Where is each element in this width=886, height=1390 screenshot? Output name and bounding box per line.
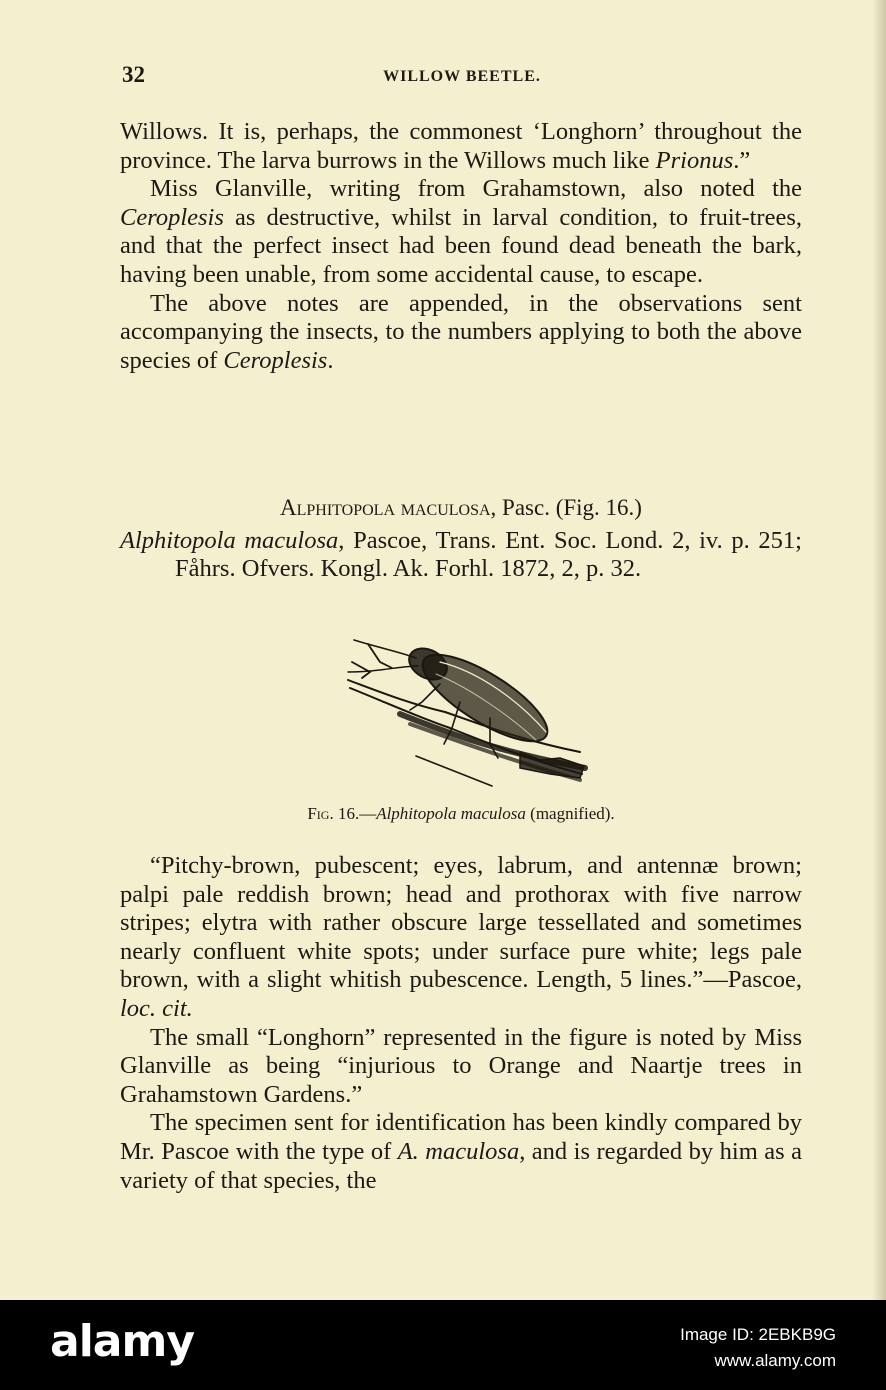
paragraph-glanville: Miss Glanville, writing from Grahamstown, also noted the Ceroplesis as destructive, whilst in larval condition, to fruit-trees, and that the perfect insect had been found dead beneath the bark, having been unable, from some accidental cause, to escape. <box>120 175 802 288</box>
beetle-figure-illustration <box>340 632 590 792</box>
species-heading: Alphitopola maculosa, Pasc. (Fig. 16.) <box>280 495 642 520</box>
figure-caption: Fig. 16.—Alphitopola maculosa (magnified). <box>307 804 615 823</box>
paragraph-specimen: The specimen sent for identification has been kindly compared by Mr. Pascoe with the type of A. maculosa, and is regarded by him as a variety of that species, the <box>120 1109 802 1194</box>
bottom-text-block <box>120 852 802 1195</box>
paragraph-longhorn: The small “Longhorn” represented in the figure is noted by Miss Glanville as being “injurious to Orange and Naartje trees in Grahamstown Gardens.” <box>120 1023 802 1108</box>
paragraph-willows: Willows. It is, perhaps, the commonest ‘Longhorn’ throughout the province. The larva burrows in the Willows much like Prionus.” <box>120 118 802 174</box>
paragraph-notes: The above notes are appended, in the observations sent accompanying the insects, to the numbers applying to both the above species of Ceroplesis. <box>120 289 802 374</box>
top-text-block <box>120 118 802 375</box>
alamy-logo: alamy <box>50 1316 194 1367</box>
image-id: Image ID: 2EBKB9G <box>680 1325 836 1344</box>
page-header <box>122 62 802 92</box>
paragraph-description-quote: “Pitchy-brown, pubescent; eyes, labrum, and antennæ brown; palpi pale reddish brown; head and prothorax with five narrow stripes; elytra with rather obscure large tessellated and sometimes nearly confluent white spots; under surface pure white; legs pale brown, with a slight whitish pubescence. Length, 5 lines.”—Pascoe, loc. cit. <box>120 852 802 1022</box>
page-number: 32 <box>122 62 145 87</box>
species-reference: Alphitopola maculosa, Pascoe, Trans. Ent. Soc. Lond. 2, iv. p. 251; Fåhrs. Ofvers. Kongl. Ak. Forhl. 1872, 2, p. 32. <box>120 526 802 583</box>
running-head: WILLOW BEETLE. <box>383 68 541 85</box>
image-id-block <box>680 1322 836 1374</box>
species-block <box>120 494 802 584</box>
site-url: www.alamy.com <box>714 1351 836 1370</box>
